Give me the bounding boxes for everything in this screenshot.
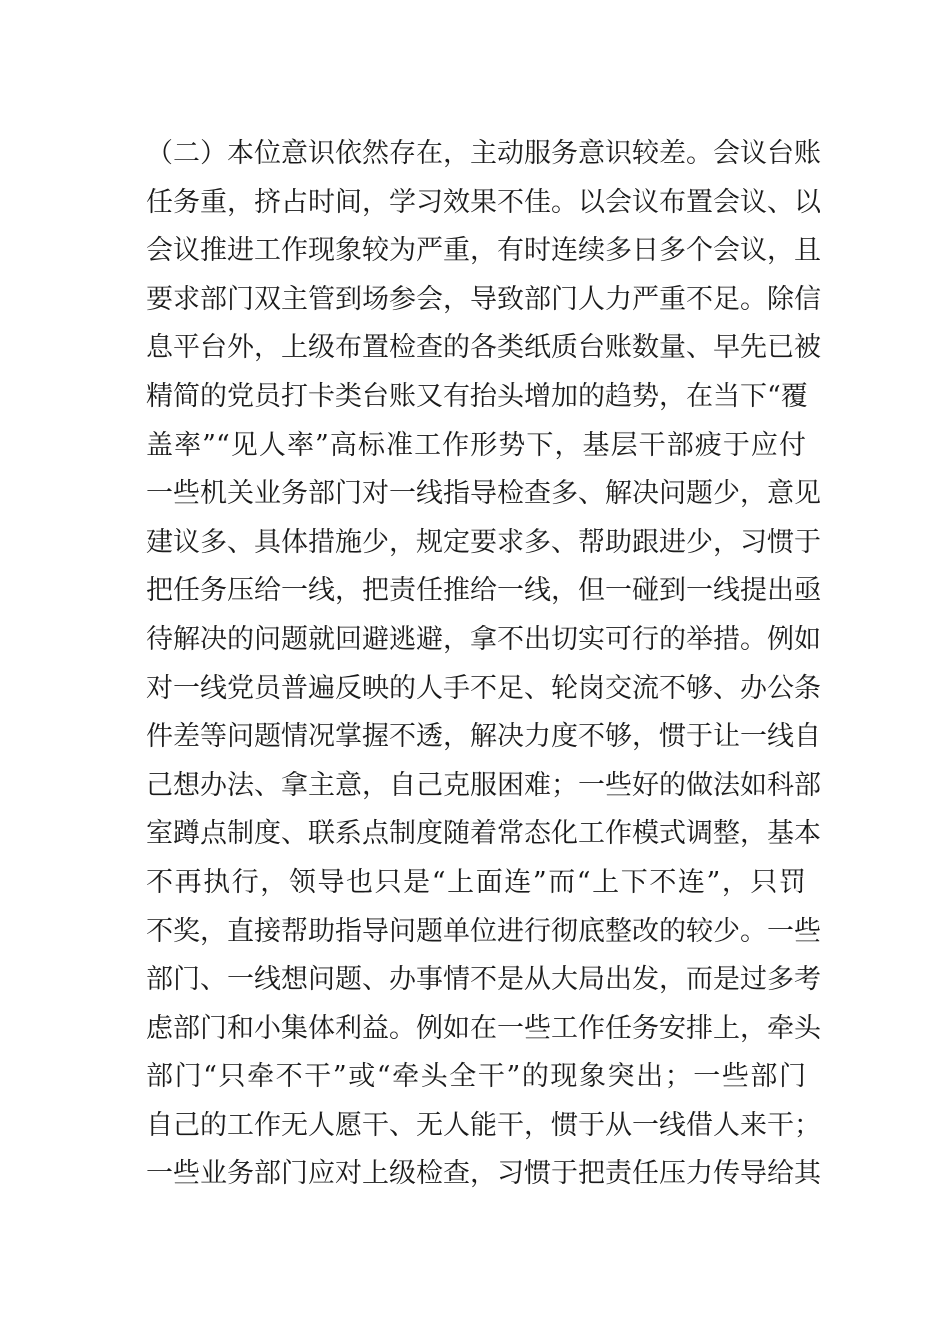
document-body-text [146, 130, 821, 1199]
text-line: 会议推进工作现象较为严重，有时连续多日多个会议，且 [146, 235, 821, 267]
text-line: 不再执行，领导也只是“上面连”而“上下不连”，只罚 [146, 866, 806, 898]
text-line: 息平台外，上级布置检查的各类纸质台账数量、早先已被 [146, 332, 821, 364]
text-line: 盖率”“见人率”高标准工作形势下，基层干部疲于应付 [146, 429, 806, 461]
text-line: 一些机关业务部门对一线指导检查多、解决问题少，意见 [146, 478, 821, 510]
text-line: 任务重，挤占时间，学习效果不佳。以会议布置会议、以 [146, 186, 821, 218]
text-line: 己想办法、拿主意，自己克服困难；一些好的做法如科部 [146, 769, 821, 801]
text-line: 建议多、具体措施少，规定要求多、帮助跟进少，习惯于 [146, 526, 821, 558]
text-line: 件差等问题情况掌握不透，解决力度不够，惯于让一线自 [146, 721, 821, 753]
text-line: 室蹲点制度、联系点制度随着常态化工作模式调整，基本 [146, 818, 821, 850]
text-line: 部门“只牵不干”或“牵头全干”的现象突出；一些部门 [146, 1061, 806, 1093]
text-line: 一些业务部门应对上级检查，习惯于把责任压力传导给其 [146, 1158, 821, 1190]
text-line: 部门、一线想问题、办事情不是从大局出发，而是过多考 [146, 964, 821, 996]
text-line: 不奖，直接帮助指导问题单位进行彻底整改的较少。一些 [146, 915, 821, 947]
text-line: 自己的工作无人愿干、无人能干，惯于从一线借人来干； [146, 1109, 821, 1141]
text-line: 待解决的问题就回避逃避，拿不出切实可行的举措。例如 [146, 623, 821, 655]
text-line: 虑部门和小集体利益。例如在一些工作任务安排上，牵头 [146, 1012, 821, 1044]
text-line: 把任务压给一线，把责任推给一线，但一碰到一线提出亟 [146, 575, 821, 607]
text-line: （二）本位意识依然存在，主动服务意识较差。会议台账 [146, 138, 821, 169]
text-line: 精简的党员打卡类台账又有抬头增加的趋势，在当下“覆 [146, 380, 808, 412]
text-line: 要求部门双主管到场参会，导致部门人力严重不足。除信 [146, 283, 821, 315]
text-line: 对一线党员普遍反映的人手不足、轮岗交流不够、办公条 [146, 672, 821, 704]
